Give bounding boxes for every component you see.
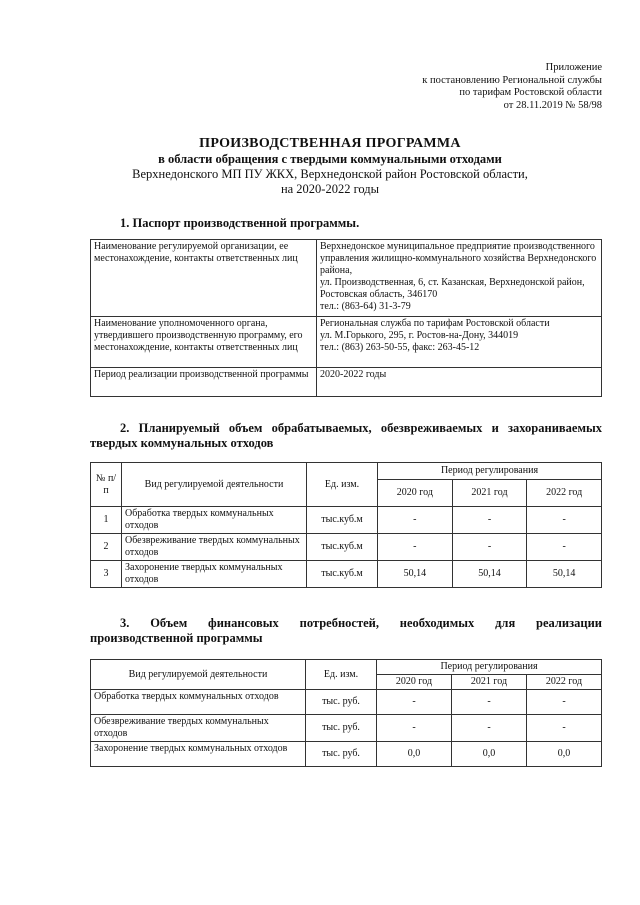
row-unit: тыс. руб. bbox=[306, 715, 377, 742]
row-activity: Обезвреживание твердых коммунальных отходов bbox=[91, 715, 306, 742]
row-value-2020: - bbox=[377, 715, 452, 742]
row-value-2021: - bbox=[452, 507, 527, 534]
column-header-year: 2020 год bbox=[378, 480, 453, 507]
passport-value-authority bbox=[317, 317, 602, 368]
row-number: 1 bbox=[91, 507, 122, 534]
column-header-year: 2020 год bbox=[377, 675, 452, 690]
passport-table bbox=[90, 239, 602, 397]
row-value-2022: 50,14 bbox=[527, 561, 602, 588]
section-3-heading-line-2: производственной программы bbox=[90, 631, 263, 645]
passport-label-period: Период реализации производственной программы bbox=[91, 368, 317, 397]
title-line-3: Верхнедонского МП ПУ ЖКХ, Верхнедонской район Ростовской области, bbox=[132, 167, 528, 181]
row-activity: Обезвреживание твердых коммунальных отходов bbox=[122, 534, 307, 561]
title-line-1: ПРОИЗВОДСТВЕННАЯ ПРОГРАММА bbox=[199, 136, 461, 151]
table-row bbox=[91, 742, 602, 767]
column-header-unit: Ед. изм. bbox=[306, 660, 377, 690]
row-value-2022: 0,0 bbox=[527, 742, 602, 767]
row-value-2021: 0,0 bbox=[452, 742, 527, 767]
appendix-line-4: от 28.11.2019 № 58/98 bbox=[503, 99, 602, 111]
appendix-line-2: к постановлению Региональной службы bbox=[422, 74, 602, 86]
passport-label-authority: Наименование уполномоченного органа, утвердившего производственную программу, его местонахождение, контакты ответственных лиц bbox=[91, 317, 317, 368]
row-value-2021: - bbox=[452, 534, 527, 561]
row-unit: тыс.куб.м bbox=[307, 507, 378, 534]
table-row bbox=[91, 561, 602, 588]
table-row bbox=[91, 690, 602, 715]
row-value-2022: - bbox=[527, 534, 602, 561]
column-header-period: Период регулирования bbox=[377, 660, 602, 675]
appendix-note bbox=[342, 62, 602, 112]
column-header-activity: Вид регулируемой деятельности bbox=[91, 660, 306, 690]
appendix-line-3: по тарифам Ростовской области bbox=[459, 87, 602, 98]
document-title bbox=[60, 136, 600, 197]
row-value-2020: - bbox=[377, 690, 452, 715]
section-1-heading: 1. Паспорт производственной программы. bbox=[120, 216, 360, 230]
section-3-heading-line-1: 3. Объем финансовых потребностей, необходимых для реализации bbox=[120, 616, 602, 630]
column-header-number: № п/п bbox=[91, 463, 122, 507]
column-header-year: 2021 год bbox=[452, 480, 527, 507]
row-number: 3 bbox=[91, 561, 122, 588]
row-value-2021: - bbox=[452, 715, 527, 742]
passport-label-organization: Наименование регулируемой организации, ее местонахождение, контакты ответственных лиц bbox=[91, 240, 317, 317]
passport-value-line: тел.: (863-64) 31-3-79 bbox=[320, 301, 411, 312]
row-activity: Захоронение твердых коммунальных отходов bbox=[91, 742, 306, 767]
row-activity: Обработка твердых коммунальных отходов bbox=[122, 507, 307, 534]
row-value-2020: - bbox=[378, 534, 453, 561]
row-value-2022: - bbox=[527, 507, 602, 534]
row-value-2020: 50,14 bbox=[378, 561, 453, 588]
title-line-2: в области обращения с твердыми коммунальными отходами bbox=[158, 152, 502, 166]
table-row bbox=[91, 715, 602, 742]
table-header-row bbox=[91, 463, 602, 480]
row-activity: Захоронение твердых коммунальных отходов bbox=[122, 561, 307, 588]
table-row bbox=[91, 240, 602, 317]
row-value-2021: 50,14 bbox=[452, 561, 527, 588]
finance-table bbox=[90, 659, 602, 767]
table-header-row bbox=[91, 660, 602, 675]
row-value-2022: - bbox=[527, 690, 602, 715]
passport-value-organization bbox=[317, 240, 602, 317]
passport-value-line: Региональная служба по тарифам Ростовской области bbox=[320, 318, 550, 329]
table-row bbox=[91, 534, 602, 561]
row-unit: тыс.куб.м bbox=[307, 561, 378, 588]
table-row bbox=[91, 368, 602, 397]
passport-value-line: тел.: (863) 263-50-55, факс: 263-45-12 bbox=[320, 342, 480, 353]
column-header-period: Период регулирования bbox=[378, 463, 602, 480]
table-row bbox=[91, 317, 602, 368]
row-number: 2 bbox=[91, 534, 122, 561]
row-unit: тыс. руб. bbox=[306, 690, 377, 715]
section-2-heading-line-1: 2. Планируемый объем обрабатываемых, обезвреживаемых и захораниваемых bbox=[120, 421, 602, 435]
row-value-2020: - bbox=[378, 507, 453, 534]
passport-value-line: Верхнедонское муниципальное предприятие производственного управления жилищно-коммунального хозяйства Верхнедонского района, bbox=[320, 241, 597, 276]
column-header-activity: Вид регулируемой деятельности bbox=[122, 463, 307, 507]
row-unit: тыс. руб. bbox=[306, 742, 377, 767]
column-header-unit: Ед. изм. bbox=[307, 463, 378, 507]
row-unit: тыс.куб.м bbox=[307, 534, 378, 561]
row-value-2022: - bbox=[527, 715, 602, 742]
title-line-4: на 2020-2022 годы bbox=[280, 182, 380, 196]
row-value-2021: - bbox=[452, 690, 527, 715]
appendix-line-1: Приложение bbox=[545, 62, 602, 73]
passport-value-line: ул. Производственная, 6, ст. Казанская, Верхнедонской район, Ростовская область, 346170 bbox=[320, 277, 585, 300]
row-value-2020: 0,0 bbox=[377, 742, 452, 767]
column-header-year: 2022 год bbox=[527, 480, 602, 507]
passport-value-period bbox=[317, 368, 602, 397]
volumes-table bbox=[90, 462, 602, 588]
passport-value-line: ул. М.Горького, 295, г. Ростов-на-Дону, 344019 bbox=[320, 330, 519, 341]
passport-value-line: 2020-2022 годы bbox=[320, 369, 387, 380]
column-header-year: 2021 год bbox=[452, 675, 527, 690]
table-row bbox=[91, 507, 602, 534]
row-activity: Обработка твердых коммунальных отходов bbox=[91, 690, 306, 715]
column-header-year: 2022 год bbox=[527, 675, 602, 690]
section-2-heading-line-2: твердых коммунальных отходов bbox=[90, 436, 274, 450]
